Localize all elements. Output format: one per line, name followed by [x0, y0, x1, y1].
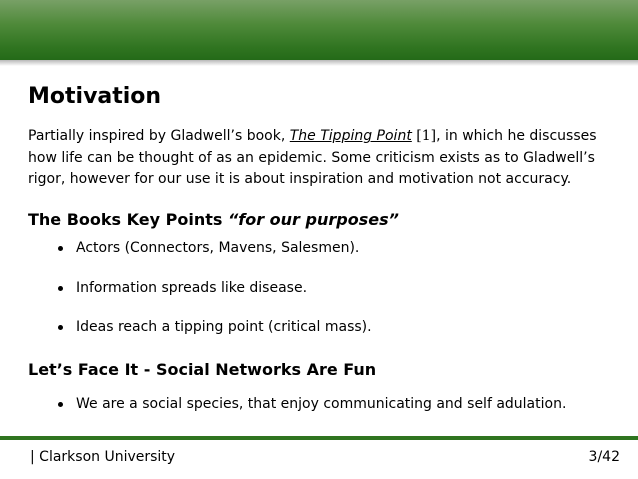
list-item-text: Information spreads like disease. — [76, 280, 308, 296]
intro-line-3: rigor, however for our use it is about inspiration and motivation not accuracy. — [28, 171, 572, 187]
footer-rule — [0, 436, 638, 440]
header-shadow — [0, 60, 638, 66]
list-item-text: Ideas reach a tipping point (critical mass). — [76, 319, 372, 335]
section-heading-key-points — [28, 210, 399, 230]
header-bar — [0, 0, 638, 60]
citation: [1] — [416, 128, 437, 144]
bullet-icon — [58, 286, 63, 291]
page-number: 3/42 — [588, 449, 620, 465]
intro-line-2: how life can be thought of as an epidemic. Some criticism exists as to Gladwell’s — [28, 149, 595, 166]
section-heading-text: The Books Key Points — [28, 210, 223, 229]
slide-title: Motivation — [28, 84, 162, 109]
intro-text-after: , in which he discusses — [436, 128, 597, 144]
bullet-icon — [58, 246, 63, 251]
bullet-icon — [58, 402, 63, 407]
intro-text-before: Partially inspired by Gladwell’s book, — [28, 128, 290, 144]
list-item-text: We are a social species, that enjoy communicating and self adulation. — [76, 396, 567, 412]
section-heading-emphasis: “for our purposes” — [227, 210, 399, 229]
intro-paragraph — [28, 126, 618, 191]
section-heading-social-networks: Let’s Face It - Social Networks Are Fun — [28, 360, 377, 379]
footer-institution: | Clarkson University — [30, 449, 176, 465]
book-title: The Tipping Point — [289, 128, 412, 144]
list-item-text: Actors (Connectors, Mavens, Salesmen). — [76, 240, 360, 256]
intro-line-1 — [28, 126, 618, 148]
bullet-icon — [58, 325, 63, 330]
